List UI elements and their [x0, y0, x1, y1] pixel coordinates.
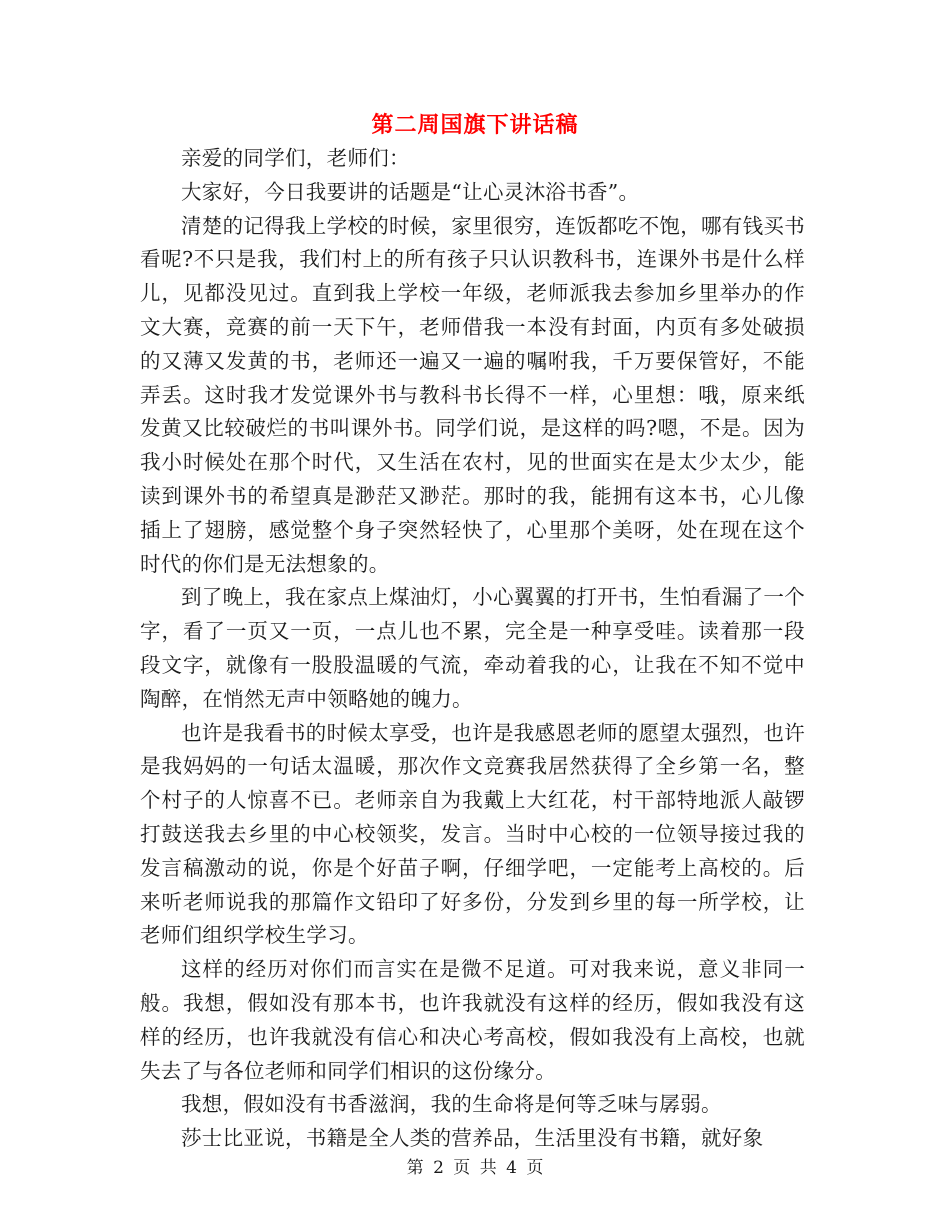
paragraph: 这样的经历对你们而言实在是微不足道。可对我来说，意义非同一般。我想，假如没有那本书，也许我就没有这样的经历，假如我没有这样的经历，也许我就没有信心和决心考高校，假如我没有上高校，也就失去了与各位老师和同学们相识的这份缘分。 — [140, 957, 805, 1083]
page-footer: 第 2 页 共 4 页 — [406, 1158, 544, 1178]
paragraph: 大家好，今日我要讲的话题是“让心灵沐浴书香”。 — [181, 179, 640, 204]
paragraph: 莎士比亚说，书籍是全人类的营养品，生活里没有书籍，就好象 — [181, 1126, 764, 1151]
paragraph: 到了晚上，我在家点上煤油灯，小心翼翼的打开书，生怕看漏了一个字，看了一页又一页，一点儿也不累，完全是一种享受哇。读着那一段段文字，就像有一股股温暖的气流，牵动着我的心，让我在不知不觉中陶醉，在悄然无声中领略她的魄力。 — [140, 585, 805, 711]
page-title: 第二周国旗下讲话稿 — [371, 112, 579, 138]
paragraph: 也许是我看书的时候太享受，也许是我感恩老师的愿望太强烈，也许是我妈妈的一句话太温暖，那次作文竞赛我居然获得了全乡第一名，整个村子的人惊喜不已。老师亲自为我戴上大红花，村干部特地派人敲锣打鼓送我去乡里的中心校领奖，发言。当时中心校的一位领导接过我的发言稿激动的说，你是个好苗子啊，仔细学吧，一定能考上高校的。后来听老师说我的那篇作文铅印了好多份，分发到乡里的每一所学校，让老师们组织学校生学习。 — [140, 720, 805, 948]
paragraph: 亲爱的同学们，老师们： — [181, 146, 410, 170]
paragraph: 清楚的记得我上学校的时候，家里很穷，连饭都吃不饱，哪有钱买书看呢?不只是我，我们村上的所有孩子只认识教科书，连课外书是什么样儿，见都没见过。直到我上学校一年级，老师派我去参加乡里举办的作文大赛，竞赛的前一天下午，老师借我一本没有封面，内页有多处破损的又薄又发黄的书，老师还一遍又一遍的嘱咐我，千万要保管好，不能弄丢。这时我才发觉课外书与教科书长得不一样，心里想：哦，原来纸发黄又比较破烂的书叫课外书。同学们说，是这样的吗?嗯，不是。因为我小时候处在那个时代，又生活在农村，见的世面实在是太少太少，能读到课外书的希望真是渺茫又渺茫。那时的我，能拥有这本书，心儿像插上了翅膀，感觉整个身子突然轻快了，心里那个美呀，处在现在这个时代的你们是无法想象的。 — [140, 213, 805, 576]
paragraph: 我想，假如没有书香滋润，我的生命将是何等乏味与孱弱。 — [181, 1092, 722, 1117]
document-body — [140, 142, 805, 1156]
